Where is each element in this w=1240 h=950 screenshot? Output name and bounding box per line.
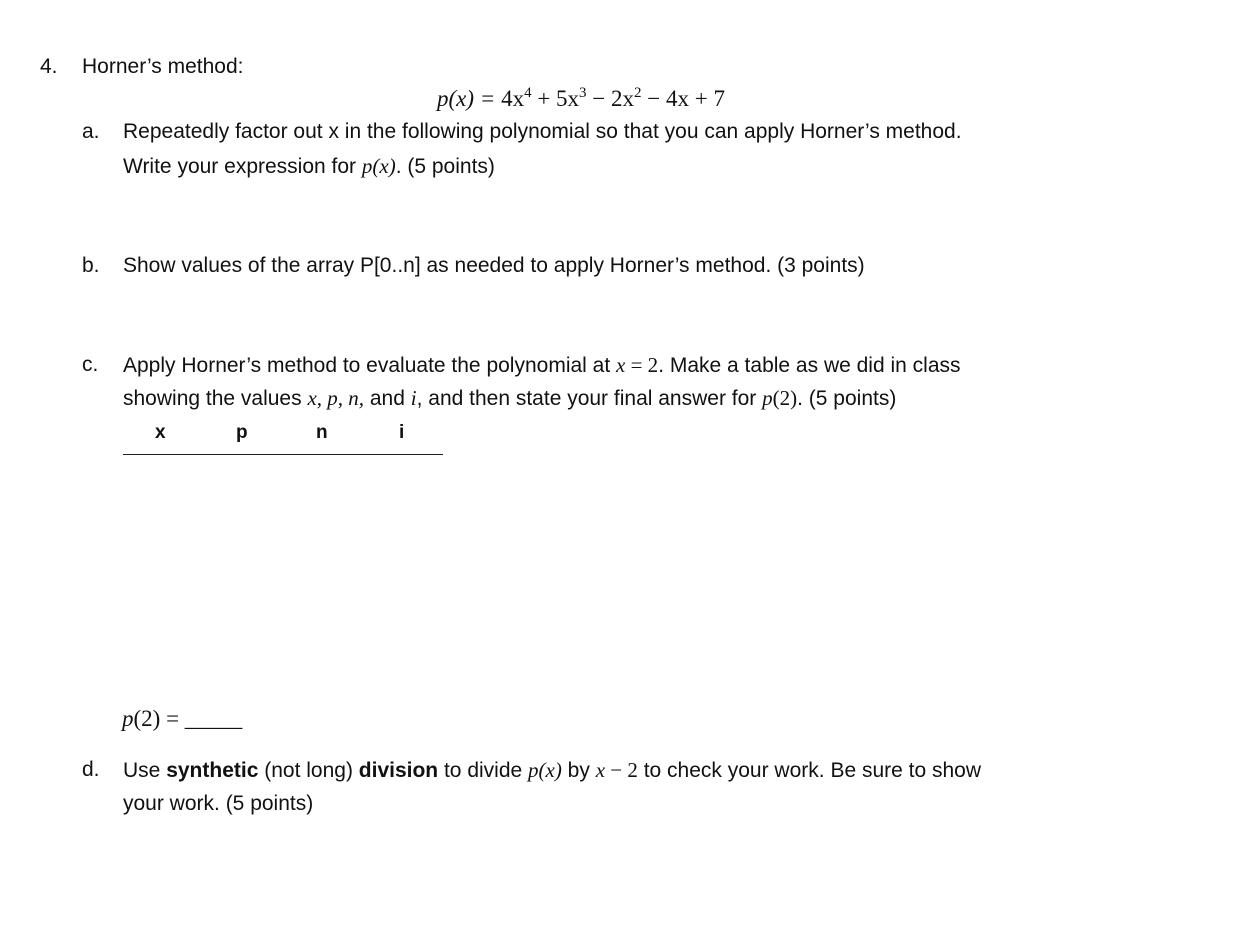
equation-rest-1: + 5x: [531, 86, 580, 111]
equation-rest-2: − 2x: [586, 86, 635, 111]
part-d-post: to check your work. Be sure to show: [637, 759, 982, 782]
answer-line: [122, 706, 242, 732]
question-title: Horner’s method:: [82, 55, 244, 78]
equation-exp-3: 2: [634, 85, 642, 101]
equation-exp-2: 3: [579, 85, 587, 101]
table-header-n: n: [316, 422, 328, 443]
part-c-line2-post: . (5 points): [797, 387, 897, 410]
part-d-mid2: to divide: [438, 759, 529, 782]
part-c-line2: [123, 385, 896, 412]
part-d-bold-synthetic: synthetic: [166, 759, 259, 782]
table-header-rule: [123, 454, 443, 455]
part-d-line2: your work. (5 points): [123, 792, 314, 815]
part-d-x: x: [595, 758, 606, 782]
part-d-pre: Use: [123, 759, 167, 782]
part-d-bold-division: division: [358, 759, 439, 782]
table-header-x: x: [155, 422, 166, 443]
part-c-line1-pre: Apply Horner’s method to evaluate the polynomial at: [123, 354, 617, 377]
part-c-line1-post: . Make a table as we did in class: [658, 354, 961, 377]
question-number: 4.: [40, 55, 58, 78]
part-c-and: and: [364, 387, 411, 410]
part-d-px: p(x): [528, 758, 562, 782]
part-c-x: x: [616, 353, 626, 377]
answer-blank[interactable]: _____: [184, 706, 243, 731]
part-a-label: a.: [82, 120, 100, 143]
part-c-line1: [123, 352, 961, 379]
part-c-vars: x, p, n,: [307, 386, 365, 410]
part-a-line2-post: . (5 points): [395, 155, 495, 178]
equation-term-1: 4x: [501, 86, 525, 111]
part-a-line2: [123, 153, 495, 180]
part-a-math: p(x): [361, 154, 396, 178]
part-c-p: p: [762, 386, 773, 410]
part-d-mid3: by: [561, 759, 596, 782]
answer-rest: (2) =: [133, 706, 180, 731]
part-d-line1: [123, 757, 981, 784]
part-c-arg: (2): [772, 386, 798, 410]
part-a-line1: Repeatedly factor out x in the following polynomial so that you can apply Horner’s method.: [123, 120, 962, 143]
part-d-label: d.: [82, 758, 100, 781]
table-header-i: i: [399, 422, 405, 443]
table-header-p: p: [236, 422, 248, 443]
part-c-eq: = 2: [625, 353, 659, 377]
part-c-line2-mid: , and then state your final answer for: [416, 387, 763, 410]
part-d-mid1: (not long): [258, 759, 359, 782]
equation-rest-3: − 4x + 7: [641, 86, 725, 111]
part-b-text: Show values of the array P[0..n] as needed to apply Horner’s method. (3 points): [123, 254, 865, 277]
part-a-line2-pre: Write your expression for: [123, 155, 362, 178]
part-c-line2-pre: showing the values: [123, 387, 308, 410]
part-c-label: c.: [82, 353, 99, 376]
equation-exp-1: 4: [524, 85, 532, 101]
answer-p: p: [122, 706, 134, 731]
part-b-label: b.: [82, 254, 100, 277]
equation-lhs: p(x) =: [437, 86, 496, 111]
part-c-i: i: [410, 386, 417, 410]
polynomial-equation: [437, 86, 725, 112]
part-d-minus2: − 2: [605, 758, 638, 782]
